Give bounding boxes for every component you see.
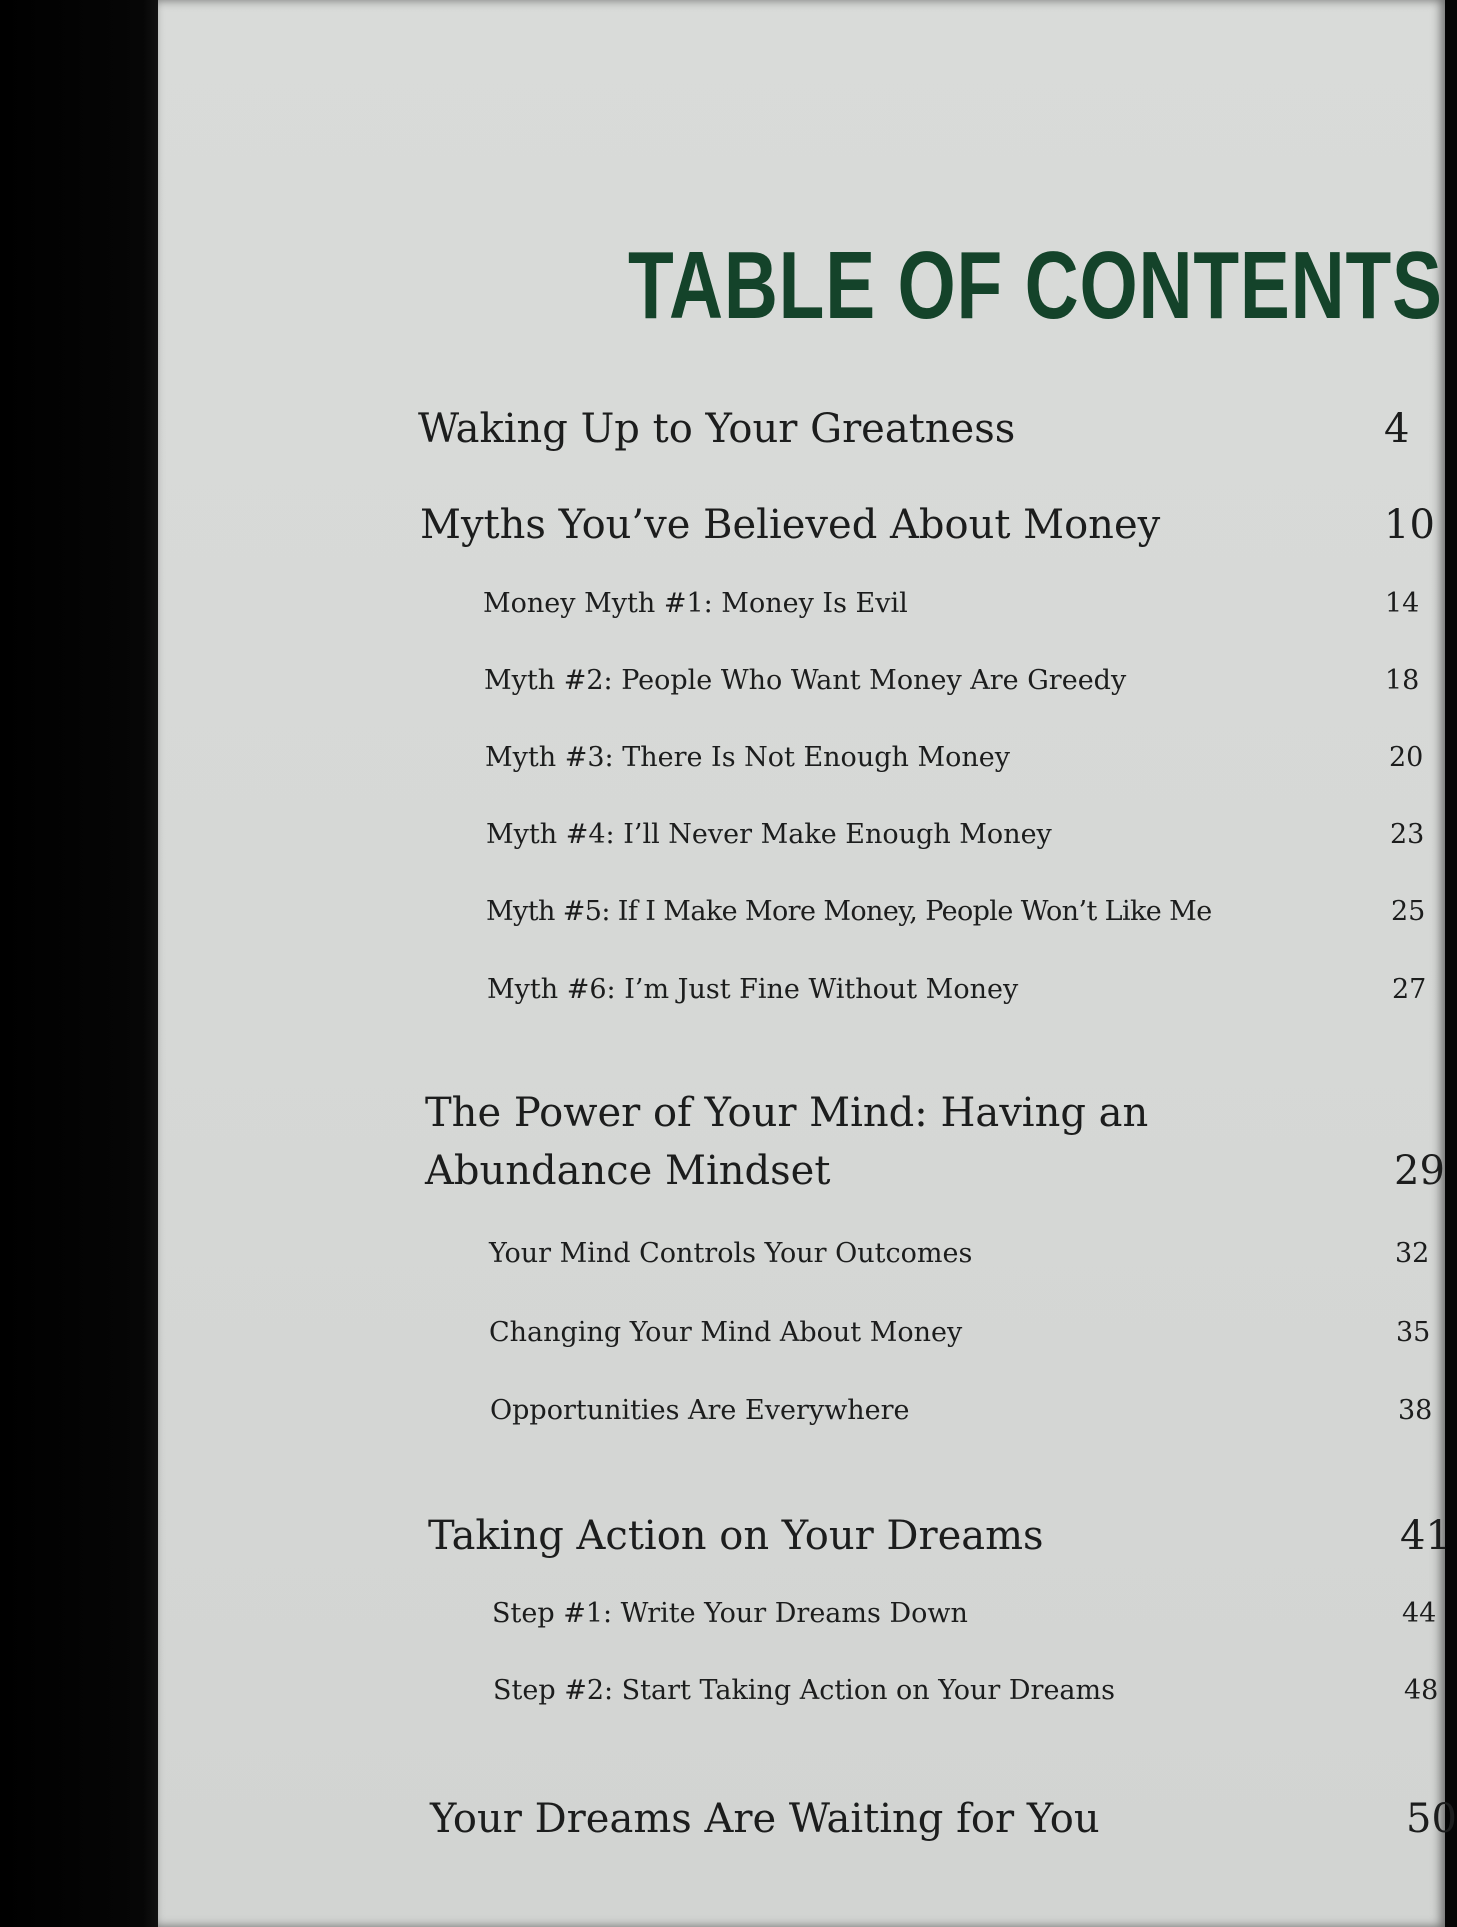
toc-entry-title: Myth #3: There Is Not Enough Money <box>485 742 1010 773</box>
toc-entry-title: Taking Action on Your Dreams <box>428 1513 1044 1559</box>
toc-entry-title: Step #1: Write Your Dreams Down <box>492 1598 968 1629</box>
toc-entry-title-line2: Abundance Mindset <box>425 1148 831 1194</box>
toc-entry-page: 35 <box>1396 1317 1431 1348</box>
toc-entry[interactable] <box>425 1084 1445 1200</box>
toc-entry-page: 48 <box>1404 1675 1439 1706</box>
toc-subentry[interactable] <box>486 815 1426 855</box>
toc-entry-title: Opportunities Are Everywhere <box>490 1395 910 1426</box>
toc-entry-title-line1: The Power of Your Mind: Having an <box>425 1090 1149 1136</box>
toc-entry-title: Money Myth #1: Money Is Evil <box>483 588 908 619</box>
toc-subentry[interactable] <box>484 661 1424 701</box>
toc-entry-title: Myth #4: I’ll Never Make Enough Money <box>486 819 1052 850</box>
toc-entry-page: 27 <box>1392 974 1427 1005</box>
toc-entry-title: Myth #2: People Who Want Money Are Greedy <box>484 665 1127 696</box>
toc-entry-page: 4 <box>1384 406 1410 452</box>
page-title: TABLE OF CONTENTS <box>628 232 1443 339</box>
toc-entry-page: 29 <box>1394 1148 1445 1194</box>
toc-entry-page: 25 <box>1391 896 1426 927</box>
toc-entry-page: 10 <box>1384 502 1435 548</box>
toc-entry-title: Myth #5: If I Make More Money, People Won’t Like Me <box>486 896 1212 927</box>
toc-entry-title: Waking Up to Your Greatness <box>418 406 1016 452</box>
toc-entry-title: Myths You’ve Believed About Money <box>420 502 1161 548</box>
toc-subentry[interactable] <box>485 738 1425 778</box>
toc-entry-page: 41 <box>1400 1513 1451 1559</box>
toc-entry-title: Your Dreams Are Waiting for You <box>430 1796 1100 1842</box>
toc-entry-page: 50 <box>1406 1796 1457 1842</box>
toc-entry-page: 14 <box>1385 588 1420 619</box>
toc-subentry[interactable] <box>487 970 1427 1010</box>
toc-subentry[interactable] <box>489 1313 1429 1353</box>
toc-subentry[interactable] <box>493 1671 1439 1711</box>
toc-entry-page: 44 <box>1402 1598 1437 1629</box>
toc-entry-page: 20 <box>1389 742 1424 773</box>
toc-subentry[interactable] <box>486 892 1426 932</box>
toc-entry-page: 23 <box>1390 819 1425 850</box>
toc-entry-title: Myth #6: I’m Just Fine Without Money <box>487 974 1019 1005</box>
toc-entry-page: 32 <box>1395 1238 1430 1269</box>
toc-entry-title: Step #2: Start Taking Action on Your Dreams <box>493 1675 1115 1706</box>
toc-subentry[interactable] <box>483 584 1423 624</box>
toc-subentry[interactable] <box>492 1594 1437 1634</box>
toc-entry-page: 38 <box>1398 1395 1433 1426</box>
toc-entry[interactable] <box>430 1790 1457 1848</box>
toc-subentry[interactable] <box>489 1234 1429 1274</box>
toc-entry[interactable] <box>418 400 1418 458</box>
toc-subentry[interactable] <box>490 1391 1433 1431</box>
book-page <box>158 0 1457 1927</box>
toc-entry[interactable] <box>420 496 1435 554</box>
toc-entry[interactable] <box>428 1507 1451 1565</box>
toc-entry-page: 18 <box>1385 665 1420 696</box>
toc-entry-title: Your Mind Controls Your Outcomes <box>489 1238 973 1269</box>
toc-entry-title: Changing Your Mind About Money <box>489 1317 963 1348</box>
device-bezel <box>0 0 168 1927</box>
